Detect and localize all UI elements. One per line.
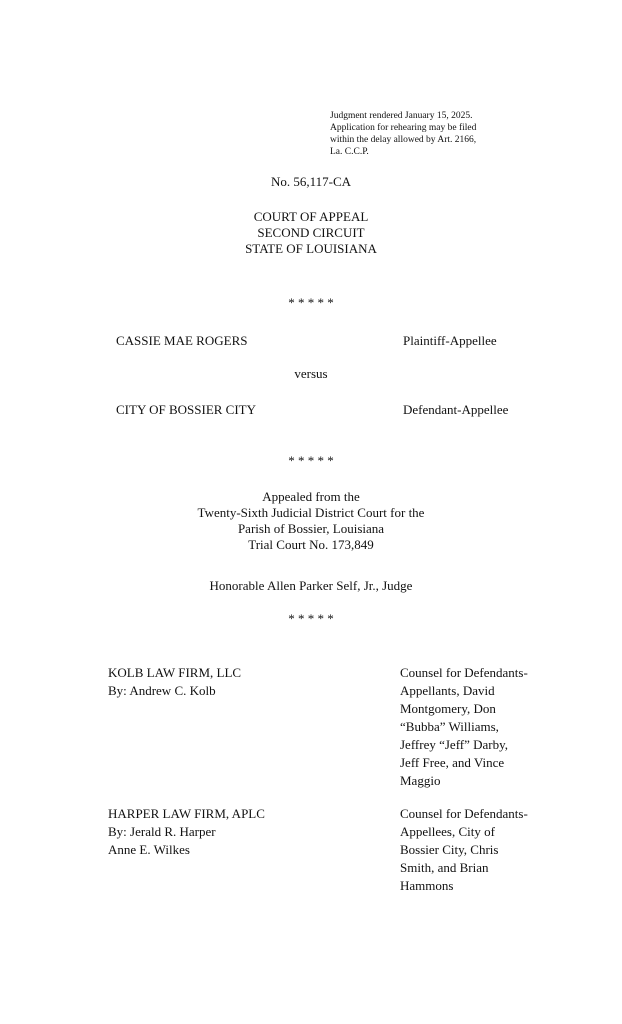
- versus-text: versus: [294, 366, 328, 381]
- separator-text: * * * * *: [288, 611, 334, 626]
- separator-text: * * * * *: [288, 295, 334, 310]
- versus: [0, 366, 622, 382]
- appeal-line: Parish of Bossier, Louisiana: [237, 521, 385, 536]
- docket-number: [0, 174, 622, 190]
- counsel-role-line: Hammons: [400, 878, 454, 893]
- counsel-role-block: [400, 805, 528, 895]
- judge-text: Honorable Allen Parker Self, Jr., Judge: [209, 578, 413, 593]
- attorney-name: By: Jerald R. Harper: [108, 824, 216, 839]
- plaintiff-role: Plaintiff-Appellee: [403, 333, 497, 348]
- counsel-role-line: Bossier City, Chris: [400, 842, 499, 857]
- appeal-line: Appealed from the: [262, 489, 360, 504]
- firm-name: HARPER LAW FIRM, APLC: [108, 806, 265, 821]
- appeal-line: Twenty-Sixth Judicial District Court for the: [197, 505, 425, 520]
- counsel-role-line: Jeff Free, and Vince: [400, 755, 505, 770]
- separator: [0, 611, 622, 627]
- separator: [0, 453, 622, 469]
- counsel-role-line: “Bubba” Williams,: [400, 719, 499, 734]
- notice-line: Judgment rendered January 15, 2025.: [330, 111, 473, 121]
- counsel-role-line: Maggio: [400, 773, 441, 788]
- counsel-role-block: [400, 664, 528, 790]
- appeal-block: [0, 489, 622, 553]
- notice-line: La. C.C.P.: [330, 147, 369, 157]
- counsel-role-line: Counsel for Defendants-: [400, 806, 528, 821]
- judgment-notice: [330, 110, 530, 158]
- plaintiff-name: CASSIE MAE ROGERS: [116, 333, 248, 348]
- notice-line: Application for rehearing may be filed: [330, 123, 477, 133]
- defendant-role: Defendant-Appellee: [403, 402, 509, 417]
- counsel-role-line: Smith, and Brian: [400, 860, 489, 875]
- appeal-line: Trial Court No. 173,849: [248, 537, 374, 552]
- separator: [0, 295, 622, 311]
- counsel-role-line: Jeffrey “Jeff” Darby,: [400, 737, 509, 752]
- court-line: SECOND CIRCUIT: [257, 225, 365, 240]
- separator-text: * * * * *: [288, 453, 334, 468]
- attorney-name: By: Andrew C. Kolb: [108, 683, 216, 698]
- court-heading: [0, 209, 622, 257]
- court-line: COURT OF APPEAL: [253, 209, 369, 224]
- counsel-firm-block: [108, 664, 241, 700]
- counsel-role-line: Counsel for Defendants-: [400, 665, 528, 680]
- notice-line: within the delay allowed by Art. 2166,: [330, 135, 477, 145]
- counsel-role-line: Montgomery, Don: [400, 701, 496, 716]
- counsel-firm-block: [108, 805, 265, 859]
- counsel-role-line: Appellants, David: [400, 683, 495, 698]
- judge: [0, 578, 622, 594]
- defendant-name: CITY OF BOSSIER CITY: [116, 402, 257, 417]
- docket-text: No. 56,117-CA: [270, 174, 352, 189]
- counsel-role-line: Appellees, City of: [400, 824, 495, 839]
- attorney-name: Anne E. Wilkes: [108, 842, 190, 857]
- firm-name: KOLB LAW FIRM, LLC: [108, 665, 242, 680]
- court-line: STATE OF LOUISIANA: [245, 241, 377, 256]
